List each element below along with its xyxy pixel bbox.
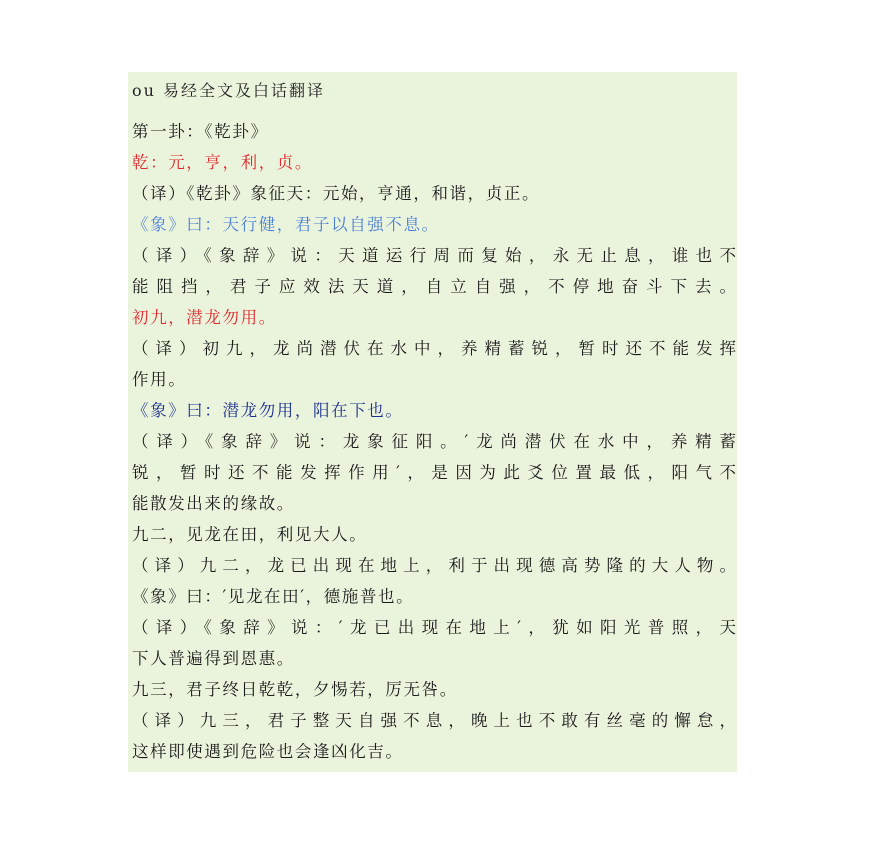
translation-line: （译）《象辞》说：龙象征阳。′龙尚潜伏在水中，养精蓄 — [132, 432, 736, 451]
translation-line: 锐，暂时还不能发挥作用′，是因为此爻位置最低，阳气不 — [132, 463, 736, 482]
yao-text: 九三，君子终日乾乾，夕惕若，厉无咎。 — [132, 680, 458, 699]
xiang-text: 《象》曰：′见龙在田′，德施普也。 — [132, 587, 415, 606]
translation-line: 下人普遍得到恩惠。 — [132, 649, 295, 668]
translation-line: 这样即使遇到危险也会逢凶化吉。 — [132, 742, 404, 761]
xiang-text: 《象》曰：天行健，君子以自强不息。 — [132, 215, 440, 234]
document-title: ou 易经全文及白话翻译 — [132, 81, 326, 100]
yao-text: 九二，见龙在田，利见大人。 — [132, 525, 368, 544]
translation-line: 能阻挡，君子应效法天道，自立自强，不停地奋斗下去。 — [132, 277, 736, 296]
yao-text: 初九，潜龙勿用。 — [132, 308, 277, 327]
translation-line: （译）《象辞》说：天道运行周而复始，永无止息，谁也不 — [132, 246, 736, 265]
translation-line: 能散发出来的缘故。 — [132, 494, 295, 513]
translation-line: （译）《乾卦》象征天：元始，亨通，和谐，贞正。 — [132, 184, 541, 203]
translation-line: 作用。 — [132, 370, 187, 389]
translation-line: （译）初九，龙尚潜伏在水中，养精蓄锐，暂时还不能发挥 — [132, 339, 736, 358]
translation-line: （译）九三，君子整天自强不息，晚上也不敢有丝毫的懈怠， — [132, 711, 736, 730]
xiang-text: 《象》曰：潜龙勿用，阳在下也。 — [132, 401, 404, 420]
hexagram-heading: 第一卦：《乾卦》 — [132, 122, 269, 141]
translation-line: （译）九二，龙已出现在地上，利于出现德高势隆的大人物。 — [132, 556, 736, 575]
hexagram-text: 乾：元，亨，利，贞。 — [132, 153, 313, 172]
translation-line: （译）《象辞》说：′龙已出现在地上′，犹如阳光普照，天 — [132, 618, 736, 637]
